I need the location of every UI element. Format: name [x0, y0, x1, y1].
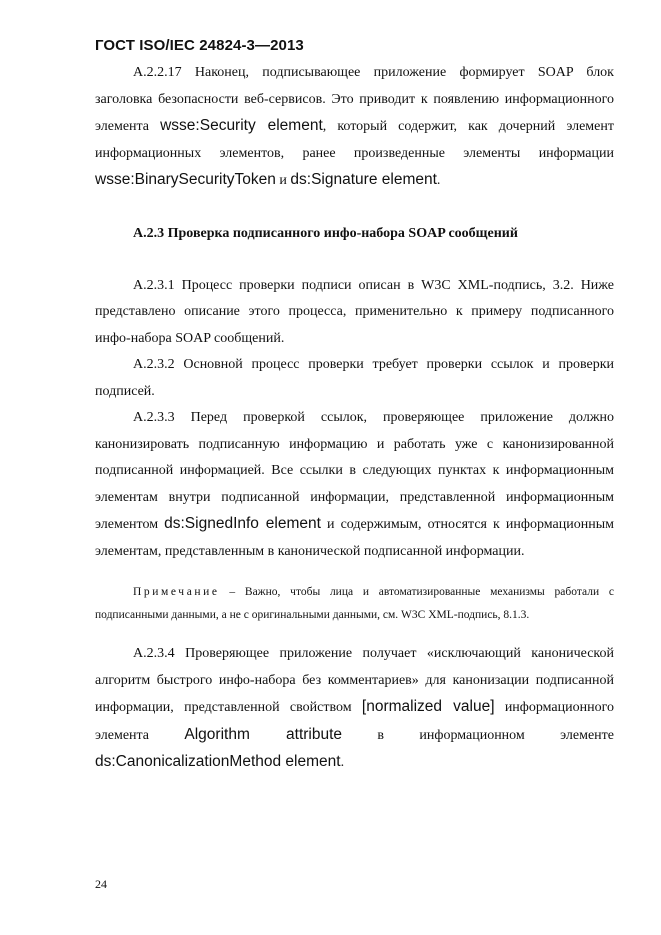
term-normalized-value: [normalized value]	[361, 698, 495, 715]
text: А.2.3.4 Проверяющее приложение получает «исключающий канонической алгоритм быстрого инфо-набора без комментариев» для канонизации подписанной информации, представленной свойством	[95, 646, 614, 715]
text: А.2.2.17 Наконец, подписывающее приложение формирует SOAP блок заголовка безопасности веб-сервисов. Это приводит к появлению информационного элемента	[95, 65, 614, 134]
paragraph-a-2-2-17	[95, 60, 614, 195]
paragraph-a-2-3-4	[95, 641, 614, 777]
term-canonicalization-method: ds:CanonicalizationMethod element	[95, 753, 341, 770]
term-algorithm-attribute: Algorithm attribute	[184, 725, 343, 743]
text: А.2.3.3 Перед проверкой ссылок, проверяющее приложение должно канонизировать подписанную информацию и работать уже с канонизированной подписанной информацией. Все ссылки в следующих пунктах к информационным элементам внутри подписанной информации, представленной информационным элементом	[95, 410, 614, 532]
text: .	[340, 755, 345, 770]
term-binary-security-token: wsse:BinarySecurityToken	[95, 171, 276, 188]
paragraph-a-2-3-1: А.2.3.1 Процесс проверки подписи описан в W3C XML-подпись, 3.2. Ниже представлено описание этого процесса, применительно к примеру подписанного инфо-набора SOAP сообщений.	[95, 277, 614, 346]
section-heading-a-2-3: А.2.3 Проверка подписанного инфо-набора SOAP сообщений	[133, 225, 518, 241]
text: .	[436, 173, 441, 188]
term-ds-signature: ds:Signature element	[290, 171, 437, 188]
term-ds-signedinfo: ds:SignedInfo element	[164, 515, 321, 532]
page-number: 24	[95, 877, 107, 891]
text: информационного элемента	[95, 700, 615, 743]
note-text: – Важно, чтобы лица и автоматизированные механизмы работали с подписанными данными, а не с оригинальными данными, см. W3C XML-подпись, 8.1.3.	[95, 586, 614, 621]
text: , который содержит, как дочерний элемент информационных элементов, ранее произведенные элементы информации	[95, 119, 614, 161]
paragraph-a-2-3-3	[95, 405, 614, 565]
document-body	[95, 60, 614, 777]
text: в информационном элементе	[342, 727, 614, 743]
note-label: Примечание	[133, 586, 220, 598]
text: и содержимым, относятся к информационным элементам, представленным в канонической подписанной информации.	[95, 517, 614, 559]
text: и	[275, 173, 291, 188]
note	[95, 581, 614, 627]
term-wsse-security: wsse:Security element	[160, 117, 323, 134]
standard-header: ГОСТ ISO/IEC 24824-3—2013	[95, 37, 304, 54]
paragraph-a-2-3-2: А.2.3.2 Основной процесс проверки требует проверки ссылок и проверки подписей.	[95, 357, 614, 399]
